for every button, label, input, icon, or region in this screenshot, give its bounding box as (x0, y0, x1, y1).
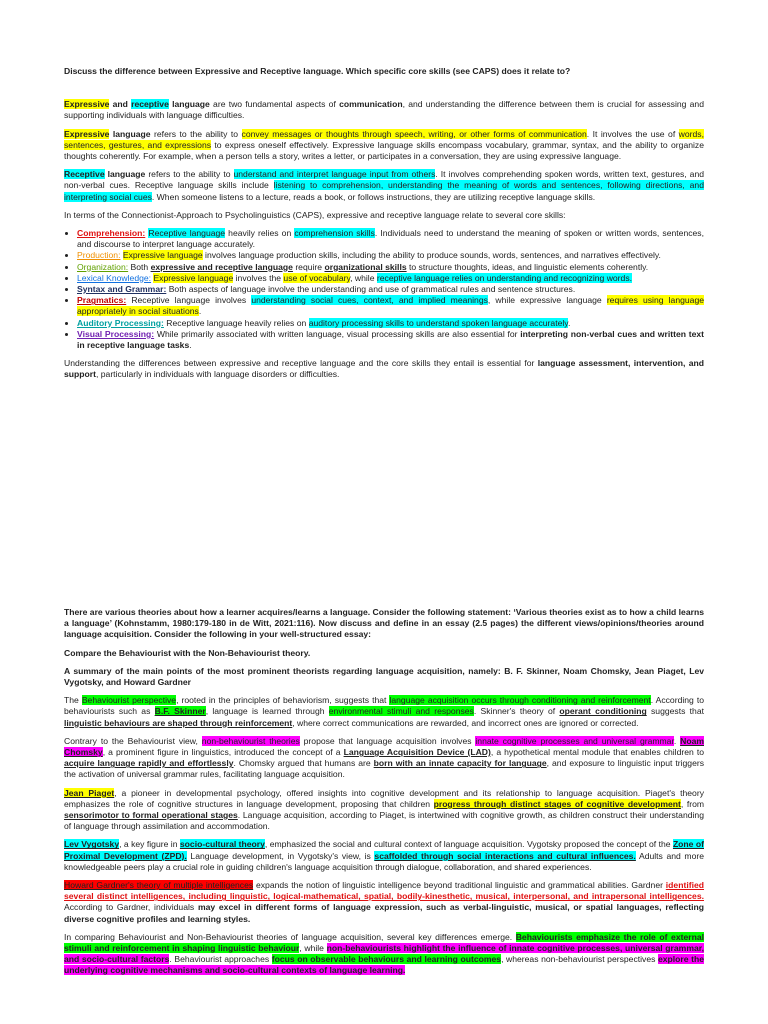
text: . Skinner's theory of (473, 706, 560, 717)
list-item-comprehension (77, 228, 704, 250)
bold-underline: Language Acquisition Device (LAD) (343, 747, 491, 758)
label: Pragmatics: (77, 295, 127, 306)
paragraph-gardner (64, 880, 704, 925)
bold-underline: sensorimotor to formal operational stages (64, 810, 238, 821)
text-language: language (168, 99, 210, 110)
text: Both aspects of language involve the understanding and use of grammatical rules and sentence structures. (166, 284, 576, 295)
text: heavily relies on (225, 228, 295, 239)
hl-expressive: Expressive (64, 128, 110, 139)
highlight: progress through distinct stages of cognitive development (433, 798, 681, 809)
text: . It involves comprehending spoken words, written text, gestures, and non-verbal cues. Receptive language skills include (64, 169, 705, 191)
text: The (64, 695, 82, 706)
bold: language assessment, intervention, and support (64, 358, 704, 380)
text: Understanding the differences between expressive and receptive language and the core skills they entail is essential for (64, 358, 538, 369)
paragraph-expressive (64, 129, 704, 163)
text: . Chomsky argued that humans are (233, 758, 374, 769)
question-2-compare: Compare the Behaviourist with the Non-Behaviourist theory. (64, 647, 311, 658)
text: , particularly in individuals with language disorders or difficulties. (95, 369, 340, 380)
paragraph-piaget (64, 788, 704, 833)
text: involves the (233, 272, 284, 283)
text: . It involves the use of (586, 128, 679, 139)
list-item-visual (77, 329, 704, 351)
text: , language is learned through (205, 706, 329, 717)
paragraph-comparison (64, 932, 704, 977)
text: . (673, 735, 681, 746)
hl-receptive: receptive (131, 99, 169, 110)
bold-underline: organizational skills (324, 261, 407, 272)
text: . Language acquisition, according to Piaget, is intertwined with cognitive growth, as children construct their understanding of language through assimilation and accommodation. (64, 810, 704, 832)
text: In comparing Behaviourist and Non-Behaviourist theories of language acquisition, several key differences emerge. (64, 931, 516, 942)
text-language: language (109, 128, 151, 139)
label: Comprehension: (77, 228, 146, 239)
highlight: Zone of Proximal Development (ZPD). (64, 839, 704, 861)
highlight: language acquisition occurs through conditioning and reinforcement (389, 695, 651, 706)
text-and: and (109, 99, 132, 110)
question-1: Discuss the difference between Expressive and Receptive language. Which specific core skills (see CAPS) does it relate to? (64, 66, 571, 76)
paragraph-vygotsky (64, 839, 704, 873)
highlight: Jean Piaget (64, 787, 115, 798)
highlight: non-behaviourists highlight the influence of innate cognitive processes, universal grammar, and socio-cultural factors (64, 943, 704, 965)
highlight: Noam Chomsky (64, 735, 705, 758)
highlight: Expressive language (153, 272, 234, 283)
highlight: Howard Gardner's theory of multiple intelligences (64, 880, 254, 891)
highlight: non-behaviourist theories (201, 735, 300, 746)
highlight: Behaviourist perspective (81, 695, 177, 706)
text-language: language (104, 169, 146, 180)
text: , a prominent figure in linguistics, introduced the concept of a (102, 747, 344, 758)
section-expressive-receptive (64, 66, 704, 388)
highlight: listening to comprehension, understanding the meaning of words and sentences, following directions, and interpreting social cues (64, 180, 704, 202)
core-skills-list (64, 228, 704, 351)
text: , rooted in the principles of behaviorism, suggests that (176, 695, 390, 706)
text: , a pioneer in developmental psychology, offered insights into cognitive development and its relationship to language acquisition. Piaget's theory emphasizes the role of cognitive structures in language development, proposing that children (64, 787, 704, 809)
text: Contrary to the Behaviourist view, (64, 735, 202, 746)
bold-communication: communication (339, 99, 403, 110)
text: . When someone listens to a lecture, reads a book, or follows instructions, they are utilizing receptive language skills. (151, 191, 596, 202)
section-language-theories (64, 607, 704, 984)
bold-underline: acquire language rapidly and effortlessly (64, 758, 234, 769)
hl-receptive: Receptive (64, 169, 105, 180)
text: According to Gardner, individuals (64, 902, 198, 913)
highlight: socio-cultural theory (179, 839, 265, 850)
highlight: Expressive language (122, 250, 203, 261)
text: While primarily associated with written language, visual processing skills are also essential for (154, 328, 521, 339)
text: expands the notion of linguistic intelligence beyond traditional linguistic and grammatical abilities. Gardner (253, 880, 666, 891)
text: , whereas non-behaviourist perspectives (501, 954, 658, 965)
highlight: requires using language appropriately in social situations (77, 295, 705, 317)
question-2: There are various theories about how a learner acquires/learns a language. Consider the following statement: ‘Various theories exist as to how a child learns a language’ (Kohnstamm, 1980:179-180 in de Witt, 2021:116). Now discuss and define in an essay (2.5 pages) the different views/opinions/theories around language acquisition. Consider the following in your well-structured essay: (64, 607, 704, 640)
text: . (189, 340, 192, 351)
label: Production: (77, 250, 121, 261)
text: require (292, 261, 325, 272)
highlight: environmental stimuli and responses (328, 706, 474, 717)
list-item-lexical (77, 273, 704, 284)
highlight: Receptive language (148, 228, 226, 239)
label: Auditory Processing: (77, 317, 164, 328)
text: suggests that (646, 706, 704, 717)
text: . According to behaviourists such as (64, 695, 704, 717)
text: Adults and more knowledgeable peers play a crucial role in guiding children's language acquisition through dialogue, collaboration, and shared experiences. (64, 850, 704, 872)
label: Organization: (77, 261, 129, 272)
text: Language development, in Vygotsky's view, is (186, 850, 375, 861)
paragraph-conclusion (64, 358, 704, 380)
label: Visual Processing: (77, 328, 155, 339)
text: . Individuals need to understand the meaning of spoken or written words, sentences, and discourse to interpret language accurately. (77, 228, 704, 250)
text: , a hypothetical mental module that enables children to (490, 747, 704, 758)
highlight: scaffolded through social interactions and cultural influences. (374, 850, 636, 861)
highlight: comprehension skills (294, 228, 375, 239)
text: , while (299, 943, 327, 954)
list-item-auditory (77, 318, 704, 329)
paragraph-non-behaviourist (64, 736, 704, 781)
list-item-pragmatics (77, 295, 704, 317)
bold-underline: born with an innate capacity for language (373, 758, 547, 769)
text: Receptive language heavily relies on (163, 317, 309, 328)
label: Lexical Knowledge: (77, 272, 152, 283)
bold-underline: expressive and receptive language (150, 261, 293, 272)
text: propose that language acquisition involves (299, 735, 476, 746)
highlight: Lev Vygotsky (64, 839, 120, 850)
text: , from (680, 798, 705, 809)
bold-underline: linguistic behaviours are shaped through reinforcement (64, 717, 293, 728)
highlight: auditory processing skills to understand spoken language accurately (308, 317, 568, 328)
highlight: understand and interpret language input from others (233, 169, 436, 180)
text: . Behaviourist approaches (169, 954, 272, 965)
highlight: convey messages or thoughts through speech, writing, or other forms of communication (241, 128, 587, 139)
label: Syntax and Grammar: (77, 284, 167, 295)
list-item-organization (77, 262, 704, 273)
highlight: focus on observable behaviours and learning outcomes (271, 954, 502, 965)
bold: may excel in different forms of language expression, such as verbal-linguistic, musical, or spatial languages, reflecting diverse cognitive profiles and learning styles. (64, 902, 704, 924)
question-2-summary: A summary of the main points of the most prominent theorists regarding language acquisition, namely: B. F. Skinner, Noam Chomsky, Jean Piaget, Lev Vygotsky, and Howard Gardner (64, 665, 704, 688)
text: Receptive language involves (126, 295, 252, 306)
text: , while (350, 272, 377, 283)
text: involves language production skills, including the ability to produce sounds, words, sentences, and narratives effectively. (202, 250, 661, 261)
text: to structure thoughts, ideas, and linguistic elements coherently. (406, 261, 649, 272)
text: . (198, 306, 202, 317)
text: . (567, 317, 571, 328)
highlight: understanding social cues, context, and implied meanings (251, 295, 488, 306)
text: , and exposure to linguistic input triggers the activation of universal grammar rules, facilitating language acquisition. (64, 758, 705, 780)
highlight: words, sentences, gestures, and expressions (64, 128, 704, 150)
highlight: B.F. Skinner (154, 706, 206, 717)
text: , and understanding the difference between them is crucial for assessing and supporting individuals with language difficulties. (64, 99, 704, 121)
highlight: use of vocabulary (283, 272, 351, 283)
hl-expressive: Expressive (64, 99, 110, 110)
highlight: Behaviourists emphasize the role of external stimuli and reinforcement in shaping linguistic behaviour (64, 931, 704, 954)
text: are two fundamental aspects of (209, 99, 340, 110)
highlight: explore the underlying cognitive mechanisms and socio-cultural contexts of language learning. (64, 954, 705, 976)
text: Both (128, 261, 151, 272)
text: , emphasized the social and cultural context of language acquisition. Vygotsky proposed the concept of the (264, 839, 673, 850)
paragraph-caps: In terms of the Connectionist-Approach to Psycholinguistics (CAPS), expressive and receptive language relate to several core skills: (64, 209, 566, 220)
text: refers to the ability to (150, 128, 242, 139)
bold: interpreting non-verbal cues and written text in receptive language tasks (77, 328, 704, 351)
bold-underline: operant conditioning (559, 706, 647, 717)
bold-underline: identified several distinct intelligences, including linguistic, logical-mathematical, spatial, bodily-kinesthetic, musical, interpersonal, and intrapersonal intelligences. (64, 880, 704, 902)
text: , a key figure in (119, 839, 180, 850)
list-item-syntax (77, 284, 704, 295)
text: to express oneself effectively. Expressive language skills encompass vocabulary, grammar, syntax, and the ability to organize thoughts coherently. For example, when a person tells a story, writes a letter, or participates in a conversation, they are using expressive language. (64, 139, 704, 162)
text: , while expressive language (487, 295, 607, 306)
highlight: innate cognitive processes and universal grammar (475, 735, 674, 746)
paragraph-behaviourist (64, 695, 704, 729)
paragraph-intro (64, 99, 704, 121)
paragraph-receptive (64, 169, 704, 203)
text: refers to the ability to (145, 169, 234, 180)
highlight: receptive language relies on understanding and recognizing words. (376, 272, 633, 283)
text: , where correct communications are rewarded, and incorrect ones are ignored or corrected. (292, 717, 639, 728)
list-item-production (77, 250, 704, 261)
